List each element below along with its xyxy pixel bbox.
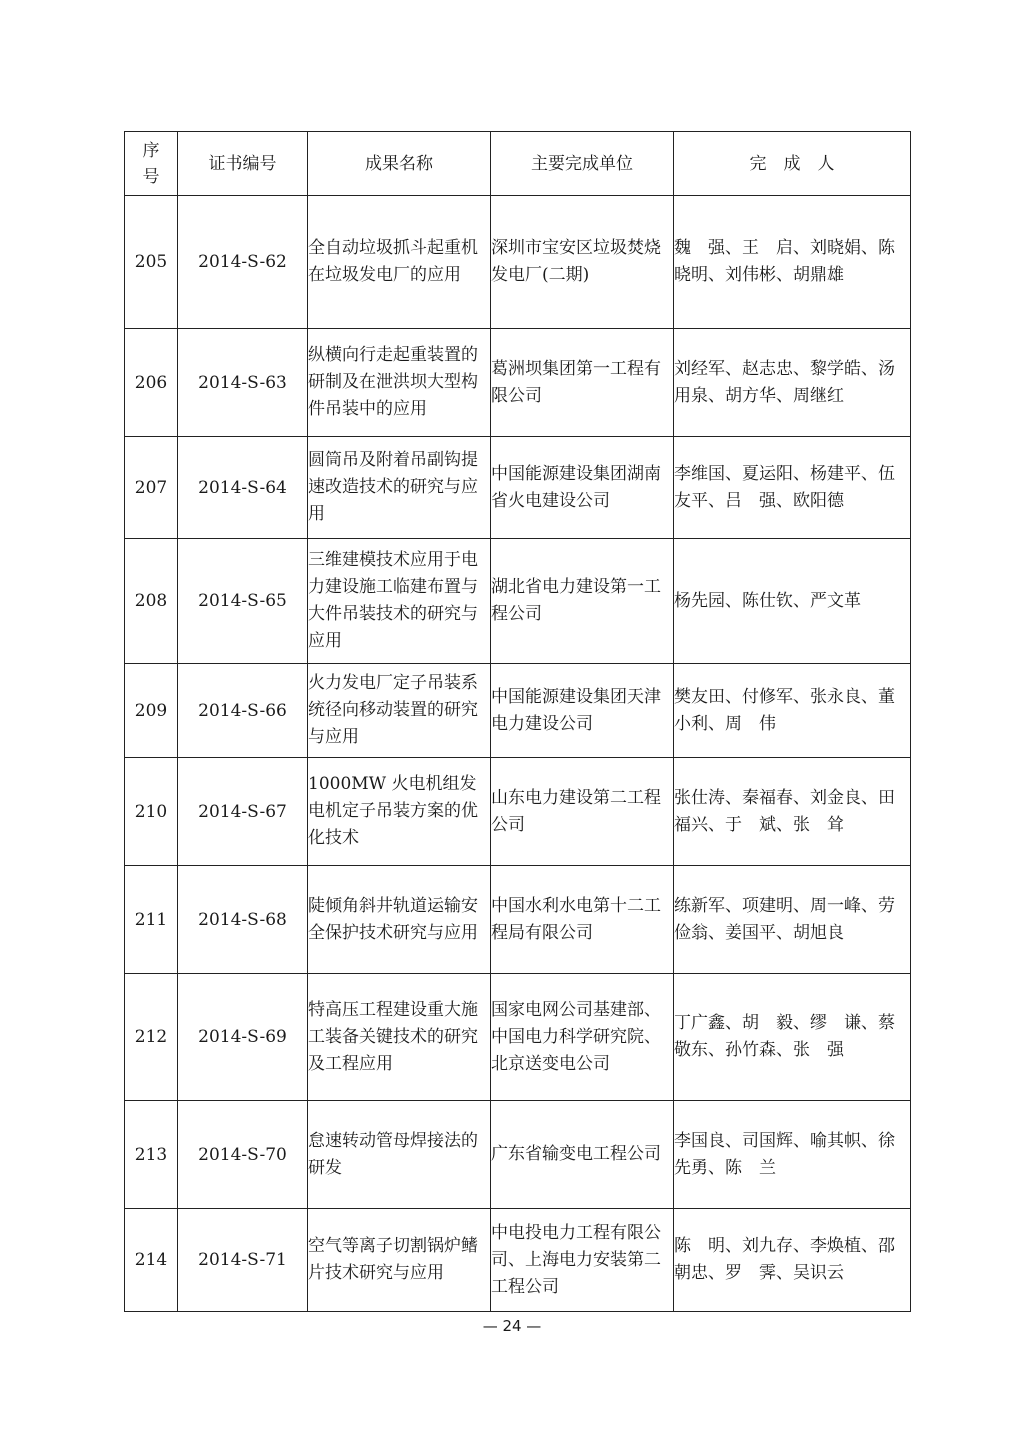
- table-header-row: [125, 132, 911, 196]
- cell-people: 练新军、项建明、周一峰、劳俭翁、姜国平、胡旭良: [674, 866, 911, 974]
- header-people: 完 成 人: [674, 132, 911, 196]
- cell-name: 三维建模技术应用于电力建设施工临建布置与大件吊装技术的研究与应用: [308, 539, 491, 664]
- table-row: [125, 1101, 911, 1209]
- table-row: [125, 1209, 911, 1312]
- cell-people: 李国良、司国辉、喻其帜、徐先勇、陈 兰: [674, 1101, 911, 1209]
- header-name: 成果名称: [308, 132, 491, 196]
- cell-people: 樊友田、付修军、张永良、董小利、周 伟: [674, 664, 911, 758]
- header-unit: 主要完成单位: [491, 132, 674, 196]
- cell-name: 空气等离子切割锅炉鳍片技术研究与应用: [308, 1209, 491, 1312]
- cell-seq: 212: [125, 974, 178, 1101]
- cell-name: 圆筒吊及附着吊副钩提速改造技术的研究与应用: [308, 437, 491, 539]
- cell-people: 李维国、夏运阳、杨建平、伍友平、吕 强、欧阳德: [674, 437, 911, 539]
- cell-cert: 2014-S-69: [178, 974, 308, 1101]
- header-seq-line1: 序: [142, 140, 160, 161]
- table-row: [125, 758, 911, 866]
- cell-seq: 205: [125, 196, 178, 329]
- cell-unit: 深圳市宝安区垃圾焚烧发电厂(二期): [491, 196, 674, 329]
- header-seq-line2: 号: [142, 166, 160, 187]
- cell-seq: 207: [125, 437, 178, 539]
- table-row: [125, 866, 911, 974]
- page-number: — 24 —: [482, 1317, 542, 1335]
- cell-seq: 208: [125, 539, 178, 664]
- cell-cert: 2014-S-62: [178, 196, 308, 329]
- cell-people: 魏 强、王 启、刘晓娟、陈晓明、刘伟彬、胡鼎雄: [674, 196, 911, 329]
- cell-unit: 国家电网公司基建部、中国电力科学研究院、北京送变电公司: [491, 974, 674, 1101]
- cell-cert: 2014-S-66: [178, 664, 308, 758]
- cell-seq: 209: [125, 664, 178, 758]
- cell-people: 陈 明、刘九存、李焕植、邵朝忠、罗 霁、吴识云: [674, 1209, 911, 1312]
- cell-unit: 中国能源建设集团湖南省火电建设公司: [491, 437, 674, 539]
- cell-name: 火力发电厂定子吊装系统径向移动装置的研究与应用: [308, 664, 491, 758]
- cell-people: 杨先园、陈仕钦、严文革: [674, 539, 911, 664]
- cell-seq: 213: [125, 1101, 178, 1209]
- cell-seq: 206: [125, 329, 178, 437]
- cell-seq: 214: [125, 1209, 178, 1312]
- cell-unit: 广东省输变电工程公司: [491, 1101, 674, 1209]
- cell-cert: 2014-S-64: [178, 437, 308, 539]
- cell-name: 纵横向行走起重装置的研制及在泄洪坝大型构件吊装中的应用: [308, 329, 491, 437]
- table-row: [125, 329, 911, 437]
- cell-cert: 2014-S-65: [178, 539, 308, 664]
- table-row: [125, 974, 911, 1101]
- cell-unit: 中国能源建设集团天津电力建设公司: [491, 664, 674, 758]
- cell-cert: 2014-S-67: [178, 758, 308, 866]
- cell-name: 全自动垃圾抓斗起重机在垃圾发电厂的应用: [308, 196, 491, 329]
- cell-unit: 中电投电力工程有限公司、上海电力安装第二工程公司: [491, 1209, 674, 1312]
- cell-cert: 2014-S-68: [178, 866, 308, 974]
- cell-name: 陡倾角斜井轨道运输安全保护技术研究与应用: [308, 866, 491, 974]
- cell-seq: 211: [125, 866, 178, 974]
- cell-people: 丁广鑫、胡 毅、缪 谦、蔡敬东、孙竹森、张 强: [674, 974, 911, 1101]
- table-row: [125, 437, 911, 539]
- cell-cert: 2014-S-71: [178, 1209, 308, 1312]
- header-cert: 证书编号: [178, 132, 308, 196]
- cell-unit: 葛洲坝集团第一工程有限公司: [491, 329, 674, 437]
- cell-seq: 210: [125, 758, 178, 866]
- cell-name: 特高压工程建设重大施工装备关键技术的研究及工程应用: [308, 974, 491, 1101]
- cell-name: 1000MW 火电机组发电机定子吊装方案的优化技术: [308, 758, 491, 866]
- awards-table: [124, 131, 911, 1312]
- cell-cert: 2014-S-70: [178, 1101, 308, 1209]
- table-row: [125, 539, 911, 664]
- cell-unit: 中国水利水电第十二工程局有限公司: [491, 866, 674, 974]
- header-seq: [125, 132, 178, 196]
- cell-people: 刘经军、赵志忠、黎学皓、汤用泉、胡方华、周继红: [674, 329, 911, 437]
- table-row: [125, 196, 911, 329]
- cell-unit: 山东电力建设第二工程公司: [491, 758, 674, 866]
- table-row: [125, 664, 911, 758]
- cell-people: 张仕涛、秦福春、刘金良、田福兴、于 斌、张 耸: [674, 758, 911, 866]
- cell-unit: 湖北省电力建设第一工程公司: [491, 539, 674, 664]
- cell-name: 怠速转动管母焊接法的研发: [308, 1101, 491, 1209]
- cell-cert: 2014-S-63: [178, 329, 308, 437]
